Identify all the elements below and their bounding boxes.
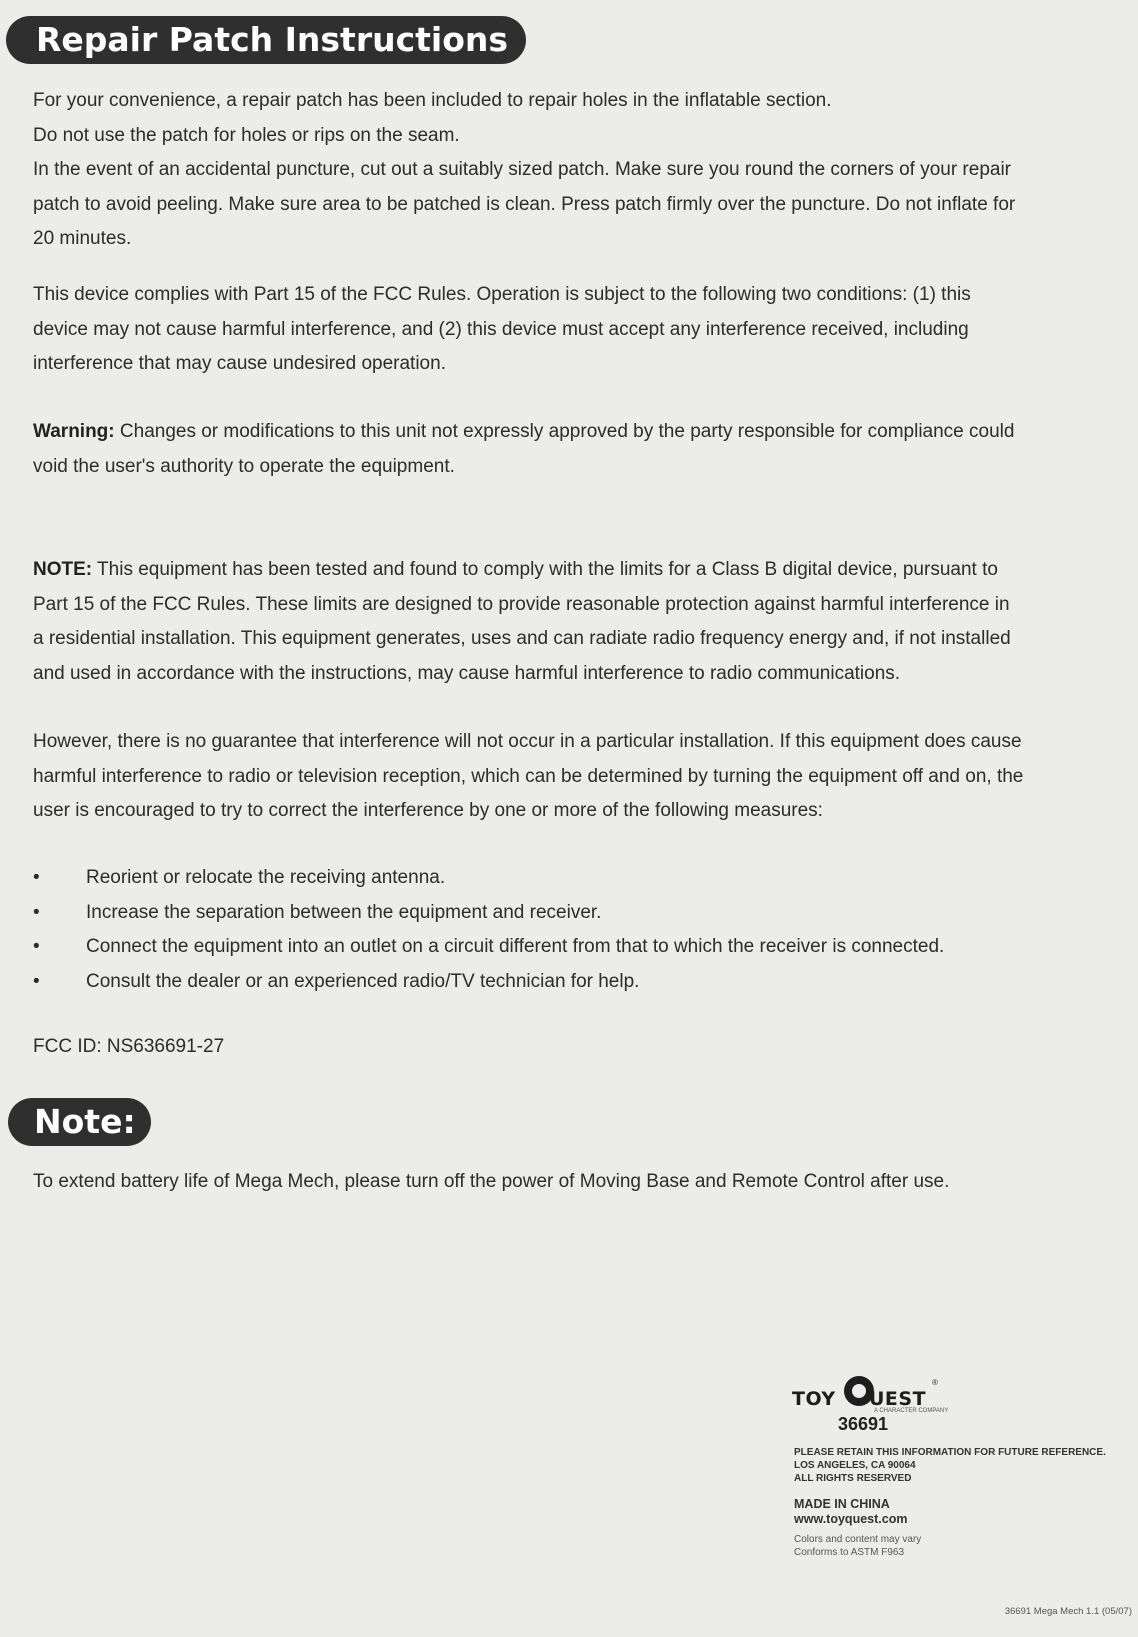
bullet-icon: •: [33, 936, 40, 957]
list-item: [33, 965, 1133, 1000]
however-line: user is encouraged to try to correct the interference by one or more of the following measures:: [33, 800, 823, 821]
fcc-id: [33, 1030, 1133, 1065]
disclaimer-line: Conforms to ASTM F963: [794, 1547, 905, 1558]
however-section: [33, 725, 1133, 829]
made-in-info: [794, 1497, 907, 1527]
note-line: [33, 553, 1133, 588]
warning-section: [33, 415, 1133, 484]
retain-info: [794, 1446, 1106, 1485]
list-item: [33, 930, 1133, 965]
made-in-line: MADE IN CHINA: [794, 1497, 890, 1511]
repair-line: In the event of an accidental puncture, cut out a suitably sized patch. Make sure you round the corners of your repair: [33, 159, 1012, 180]
repair-line: Do not use the patch for holes or rips on the seam.: [33, 124, 460, 146]
measure-text: Increase the separation between the equipment and receiver.: [86, 901, 602, 923]
note-line: and used in accordance with the instructions, may cause harmful interference to radio communications.: [33, 662, 901, 684]
however-line: However, there is no guarantee that interference will not occur in a particular installation. If this equipment does cause: [33, 731, 1022, 752]
retain-line: PLEASE RETAIN THIS INFORMATION FOR FUTURE REFERENCE.: [794, 1447, 1106, 1458]
note-line: Part 15 of the FCC Rules. These limits are designed to provide reasonable protection against harmful interference in: [33, 593, 1010, 615]
measure-text: Consult the dealer or an experienced radio/TV technician for help.: [86, 970, 640, 992]
item-number: 36691: [838, 1414, 889, 1434]
note-section: [33, 553, 1133, 691]
warning-text: Changes or modifications to this unit not expressly approved by the party responsible for compliance could: [114, 421, 1015, 442]
footer-code: 36691 Mega Mech 1.1 (05/07): [1004, 1606, 1132, 1617]
bullet-icon: •: [33, 970, 40, 992]
list-item: [33, 861, 1133, 896]
fcc-line: interference that may cause undesired operation.: [33, 353, 446, 374]
measures-list: [33, 861, 1133, 999]
bullet-icon: •: [33, 901, 40, 923]
logo-subtitle: A CHARACTER COMPANY: [874, 1408, 949, 1414]
retain-line: LOS ANGELES, CA 90064: [794, 1460, 916, 1471]
logo-toy-text: TOY: [792, 1388, 836, 1410]
battery-note-text: To extend battery life of Mega Mech, please turn off the power of Moving Base and Remote Control after use.: [33, 1171, 950, 1192]
disclaimer-line: Colors and content may vary: [794, 1534, 922, 1545]
bullet-icon: •: [33, 867, 40, 888]
page-title: Repair Patch Instructions: [6, 16, 526, 64]
however-line: harmful interference to radio or television reception, which can be determined by turning the equipment off and on, the: [33, 765, 1024, 787]
fcc-line: device may not cause harmful interference, and (2) this device must accept any interference received, including: [33, 318, 969, 340]
website-line: www.toyquest.com: [794, 1512, 908, 1526]
measure-text: Reorient or relocate the receiving antenna.: [86, 867, 446, 888]
fcc-id-text: FCC ID: NS636691-27: [33, 1036, 225, 1057]
disclaimer-info: [794, 1533, 921, 1559]
repair-section: [33, 84, 1133, 257]
logo-uest-text: UEST: [869, 1388, 927, 1410]
fcc-line: This device complies with Part 15 of the FCC Rules. Operation is subject to the following two conditions: (1) this: [33, 284, 971, 305]
note-line: a residential installation. This equipment generates, uses and can radiate radio frequency energy and, if not installed: [33, 628, 1011, 649]
battery-note: [33, 1165, 1133, 1200]
fcc-compliance-section: [33, 278, 1133, 382]
measure-text: Connect the equipment into an outlet on a circuit different from that to which the receiver is connected.: [86, 936, 945, 957]
note-label: NOTE:: [33, 559, 93, 580]
note-text: This equipment has been tested and found to comply with the limits for a Class B digital device, pursuant to: [92, 559, 998, 580]
registered-mark: ®: [932, 1378, 938, 1387]
warning-line: [33, 415, 1133, 450]
retain-line: ALL RIGHTS RESERVED: [794, 1473, 912, 1484]
note-heading: Note:: [8, 1098, 151, 1146]
repair-line: 20 minutes.: [33, 228, 132, 249]
repair-line: For your convenience, a repair patch has been included to repair holes in the inflatable section.: [33, 90, 832, 111]
warning-line: void the user's authority to operate the equipment.: [33, 455, 455, 477]
warning-label: Warning:: [33, 421, 115, 442]
list-item: [33, 896, 1133, 931]
repair-line: patch to avoid peeling. Make sure area to be patched is clean. Press patch firmly over the puncture. Do not inflate for: [33, 193, 1016, 215]
